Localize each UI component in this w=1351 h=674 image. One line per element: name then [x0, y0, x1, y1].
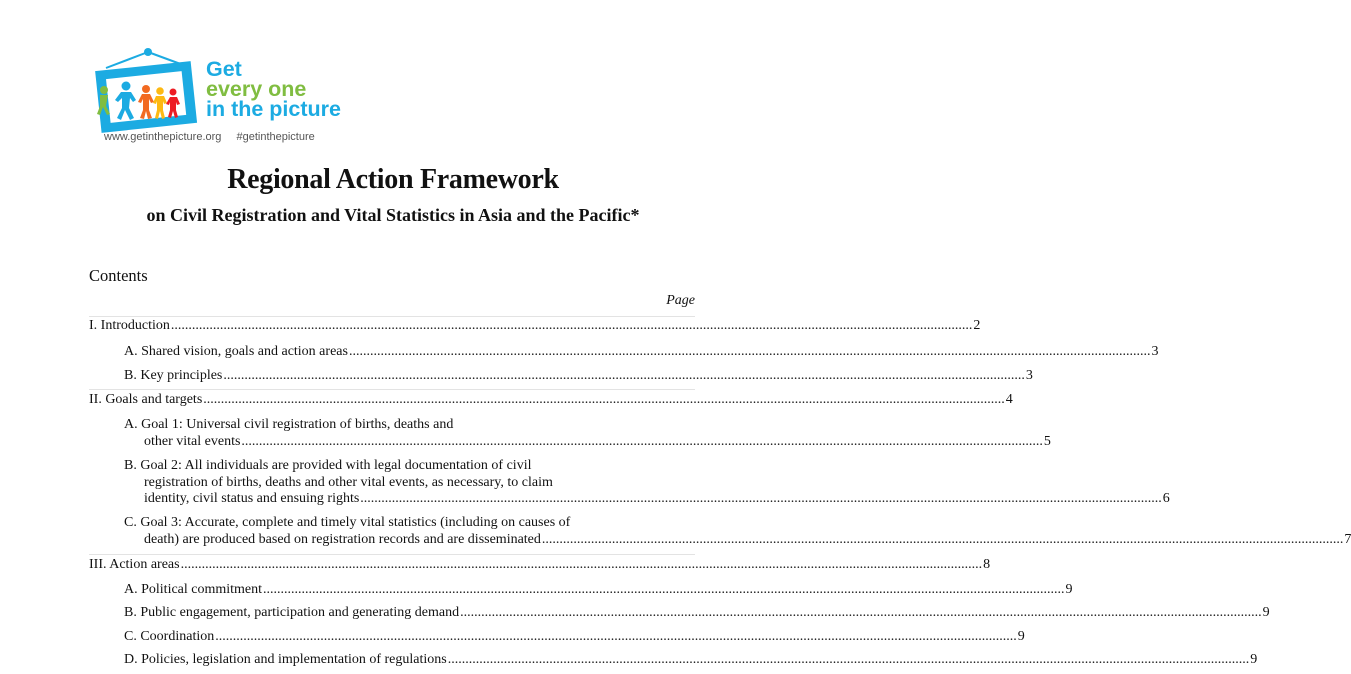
dot-leader: ..................................................................................................................................................................................................................................... [170, 318, 973, 333]
dot-leader: ..................................................................................................................................................................................................................................... [348, 344, 1151, 359]
toc-page-number: 8 [983, 557, 991, 572]
dot-leader: ..................................................................................................................................................................................................................................... [215, 629, 1017, 644]
contents-heading: Contents [89, 266, 148, 285]
toc-entry-public-engagement[interactable] [124, 605, 1270, 622]
toc-page-number: 3 [1025, 368, 1033, 383]
toc-entry-policies-legislation[interactable] [124, 652, 1258, 669]
toc-page-number: 7 [1344, 531, 1351, 547]
toc-page-number: 2 [973, 318, 981, 333]
toc-entry-label: D. Policies, legislation and implementation of regulations [124, 652, 447, 667]
toc-entry-political-commitment[interactable] [124, 582, 1073, 599]
toc-page-number: 6 [1162, 491, 1170, 506]
toc-entry-label: III. Action areas [89, 557, 180, 572]
toc-entry-label: A. Shared vision, goals and action areas [124, 344, 348, 359]
dot-leader: ..................................................................................................................................................................................................................................... [447, 652, 1250, 667]
toc-entry-goal-2[interactable] [124, 458, 1170, 508]
dot-leader: ..................................................................................................................................................................................................................................... [241, 433, 1043, 449]
picture-frame-icon [92, 44, 200, 136]
toc-entry-label: I. Introduction [89, 318, 170, 333]
toc-entry-label: II. Goals and targets [89, 392, 203, 407]
divider [89, 316, 695, 317]
dot-leader: ..................................................................................................................................................................................................................................... [460, 605, 1262, 620]
page-column-label: Page [666, 293, 695, 308]
document-title: Regional Action Framework [227, 164, 559, 195]
document-subtitle: on Civil Registration and Vital Statistics in Asia and the Pacific* [146, 205, 640, 225]
dot-leader: ..................................................................................................................................................................................................................................... [263, 582, 1065, 597]
toc-entry-label: identity, civil status and ensuing rights [144, 491, 360, 506]
toc-entry-action-areas[interactable] [89, 557, 991, 574]
toc-page-number: 9 [1017, 629, 1025, 644]
toc-page-number: 3 [1151, 344, 1159, 359]
toc-page-number: 4 [1005, 392, 1013, 407]
logo-line-3: in the picture [206, 97, 341, 121]
toc-entry-label: B. Public engagement, participation and generating demand [124, 605, 460, 620]
dot-leader: ..................................................................................................................................................................................................................................... [223, 368, 1025, 383]
toc-page-number: 9 [1065, 582, 1073, 597]
toc-entry-shared-vision[interactable] [124, 344, 1159, 361]
toc-entry-label: B. Key principles [124, 368, 223, 383]
logo [92, 44, 372, 148]
toc-entry-line: B. Goal 2: All individuals are provided with legal documentation of civil [124, 458, 532, 473]
toc-entry-coordination[interactable] [124, 629, 1025, 646]
logo-line-2: every one [206, 77, 307, 101]
toc-entry-goal-3[interactable] [124, 515, 1351, 548]
hashtag: #getinthepicture [236, 131, 315, 143]
toc-entry-line: C. Goal 3: Accurate, complete and timely vital statistics (including on causes of [124, 515, 571, 530]
toc-page-number: 9 [1250, 652, 1258, 667]
dot-leader: ..................................................................................................................................................................................................................................... [180, 557, 983, 572]
toc-entry-label: C. Coordination [124, 629, 215, 644]
toc-entry-introduction[interactable] [89, 318, 981, 335]
logo-line-1: Get [206, 57, 242, 81]
logo-wordmark [206, 59, 341, 119]
website-link[interactable]: www.getinthepicture.org [104, 131, 222, 143]
toc-entry-line: registration of births, deaths and other vital events, as necessary, to claim [144, 474, 553, 490]
dot-leader: ..................................................................................................................................................................................................................................... [360, 491, 1162, 506]
toc-entry-goals-and-targets[interactable] [89, 392, 1013, 409]
toc-page-number: 5 [1043, 433, 1051, 449]
toc-entry-label: A. Political commitment [124, 582, 263, 597]
toc-entry-label: death) are produced based on registration records and are disseminated [144, 531, 541, 547]
toc-entry-line: A. Goal 1: Universal civil registration of births, deaths and [124, 417, 454, 432]
dot-leader: ..................................................................................................................................................................................................................................... [541, 531, 1344, 547]
dot-leader: ..................................................................................................................................................................................................................................... [203, 392, 1005, 407]
toc-entry-label: other vital events [144, 433, 241, 449]
logo-links [104, 131, 315, 143]
toc-entry-goal-1[interactable] [124, 417, 1051, 450]
toc-page-number: 9 [1262, 605, 1270, 620]
divider [89, 389, 695, 390]
divider [89, 554, 695, 555]
toc-entry-key-principles[interactable] [124, 368, 1033, 385]
